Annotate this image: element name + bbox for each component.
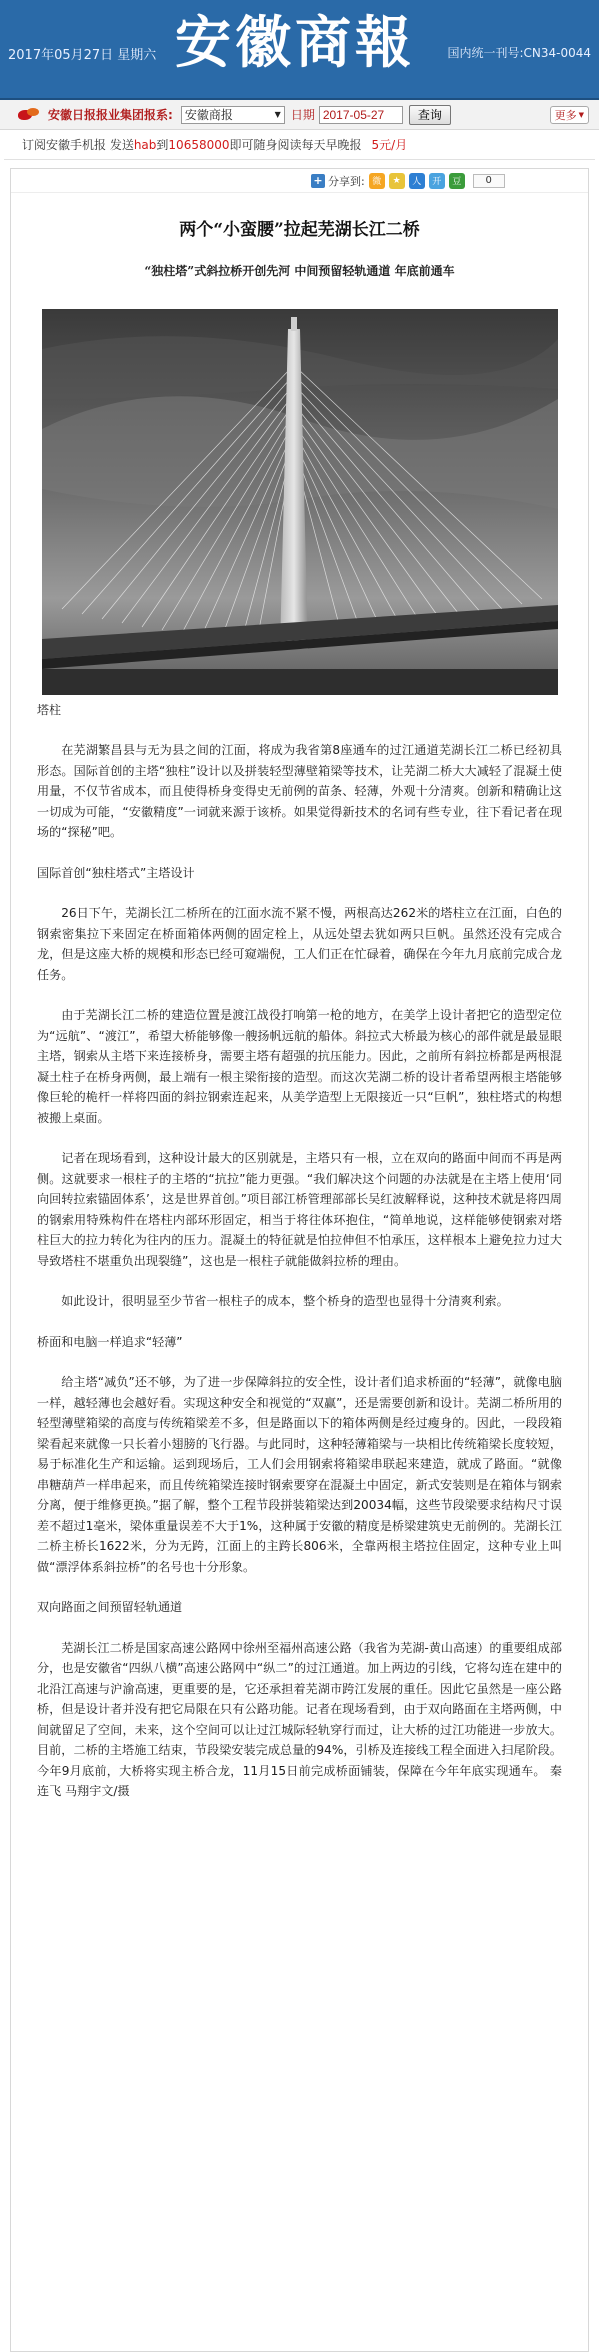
section-heading: 国际首创“独柱塔式”主塔设计 <box>37 865 195 880</box>
subscribe-keyword: hab <box>133 137 157 152</box>
chevron-down-icon: ▼ <box>274 110 281 119</box>
subscribe-text: 到 <box>156 138 169 152</box>
section-heading: 桥面和电脑一样追求“轻薄” <box>37 1334 183 1349</box>
share-bar <box>11 169 588 193</box>
date-label: 日期 <box>290 108 315 122</box>
masthead-issn: 国内统一刊号:CN34-0044 <box>447 46 591 60</box>
subscribe-price: 5元/月 <box>371 138 408 152</box>
renren-icon[interactable]: 人 <box>409 173 425 189</box>
date-input[interactable] <box>319 106 403 124</box>
share-count: 0 <box>473 174 505 188</box>
qzone-icon[interactable]: ★ <box>389 173 405 189</box>
sina-weibo-icon[interactable]: 微 <box>369 173 385 189</box>
query-button[interactable]: 查询 <box>409 105 451 125</box>
section-heading: 双向路面之间预留轻轨通道 <box>37 1600 183 1614</box>
more-label: 更多 <box>554 108 577 122</box>
douban-icon[interactable]: 豆 <box>449 173 465 189</box>
paragraph: 芜湖长江二桥是国家高速公路网中徐州至福州高速公路（我省为芜湖-黄山高速）的重要组成部分，也是安徽省“四纵八横”高速公路网中“纵二”的过江通道。加上两边的引线，它将勾连在建中的北沿江高速与沪渝高速，更重要的是，它还承担着芜湖市跨江发展的重任。因此它虽然是一座公路桥，但是设计者并没有把它局限在只有公路功能。记者在现场看到，由于双向路面在主塔两侧，中间就留足了空间，未来，这个空间可以让过江城际轻轨穿行而过，让大桥的过江功能进一步放大。目前，二桥的主塔施工结束，节段梁安装完成总量的94%，引桥及连接线工程全面进入扫尾阶段。今年9月底前，大桥将实现主桥合龙，11月15日前完成桥面铺装，保障在今年年底实现通车。 秦连飞 马翔宇文/摄 <box>37 1640 562 1798</box>
newspaper-logo[interactable]: 安徽商報 <box>175 10 415 76</box>
group-logo-icon <box>18 108 40 122</box>
subscribe-number: 10658000 <box>168 137 230 152</box>
subscribe-banner[interactable] <box>4 130 595 160</box>
article-body <box>37 740 562 1802</box>
paragraph: 在芜湖繁昌县与无为县之间的江面，将成为我省第8座通车的过江通道芜湖长江二桥已经初具形态。国际首创的主塔“独柱”设计以及拼装轻型薄壁箱梁等技术，让芜湖二桥大大减轻了混凝土使用量，不仅节省成本，而且使得桥身变得史无前例的苗条、轻薄，外观十分清爽。创新和精确让这一切成为可能，“安徽精度”一词就来源于该桥。如果觉得新技术的名词有些专业，往下看记者在现场的“探秘”吧。 <box>37 743 562 839</box>
article-title: 两个“小蛮腰”拉起芜湖长江二桥 <box>179 220 420 240</box>
article-subtitle: “独柱塔”式斜拉桥开创先河 中间预留轻轨通道 年底前通车 <box>144 264 455 278</box>
subscribe-text: 即可随身阅读每天早晚报 <box>229 138 362 152</box>
paragraph: 由于芜湖长江二桥的建造位置是渡江战役打响第一枪的地方，在美学上设计者把它的造型定位为“远航”、“渡江”，希望大桥能够像一艘扬帆远航的船体。斜拉式大桥最为核心的部件就是最显眼主塔，钢索从主塔下来连接桥身，需要主塔有超强的抗压能力。因此，之前所有斜拉桥都是两根混凝土柱子在桥身两侧，最上端有一根主梁衔接的造型。而这次芜湖二桥的设计者希望两根主塔能够像巨轮的桅杆一样将四面的斜拉钢索连起来，从美学造型上无限接近一只“巨帆”，独柱塔式的构想被搬上桌面。 <box>37 1008 562 1125</box>
paragraph: 如此设计，很明显至少节省一根柱子的成本，整个桥身的造型也显得十分清爽利索。 <box>61 1294 509 1308</box>
toolbar <box>0 100 599 130</box>
chevron-down-icon: ▼ <box>578 110 584 119</box>
masthead-date: 2017年05月27日 星期六 <box>8 48 157 63</box>
subscribe-text: 订阅安徽手机报 发送 <box>22 138 134 152</box>
paper-select-value: 安徽商报 <box>184 108 233 122</box>
paragraph: 26日下午，芜湖长江二桥所在的江面水流不紧不慢，两根高达262米的塔柱立在江面，白色的钢索密集拉下来固定在桥面箱体两侧的固定栓上，从远处望去犹如两只巨帆。虽然还没有完成合龙，但是这座大桥的规模和形态已经可窥端倪，工人们正在忙碌着，确保在今年九月底前完成合龙任务。 <box>37 906 562 982</box>
kaixin-icon[interactable]: 开 <box>429 173 445 189</box>
share-label: 分享到: <box>328 174 365 188</box>
article <box>10 168 589 2352</box>
photo-caption: 塔柱 <box>37 703 62 717</box>
masthead <box>0 0 599 100</box>
group-label: 安徽日报报业集团报系: <box>48 108 173 122</box>
article-photo <box>42 309 558 695</box>
paper-select[interactable] <box>181 106 285 124</box>
more-button[interactable] <box>550 106 589 124</box>
paragraph: 给主塔“减负”还不够，为了进一步保障斜拉的安全性，设计者们追求桥面的“轻薄”，就像电脑一样，越轻薄也会越好看。实现这种安全和视觉的“双赢”，还是需要创新和设计。芜湖二桥所用的轻型薄壁箱梁的高度与传统箱梁差不多，但是路面以下的箱体两侧是经过瘦身的。因此，一段段箱梁看起来就像一只长着小翅膀的飞行器。与此同时，这种轻薄箱梁与一块相比传统箱梁长度较短，易于标准化生产和运输。运到现场后，工人们会用钢索将箱梁串联起来建造，就成了路面。“就像串糖葫芦一样串起来，而且传统箱梁连接时钢索要穿在混凝土中固定，新式安装则是在箱体与钢索分离，便于维修更换。”据了解，整个工程节段拼装箱梁达到20034幅，这些节段梁要求结构尺寸误差不超过1毫米，梁体重量误差不大于1%，这种属于安徽的精度是桥梁建筑史无前例的。芜湖长江二桥主桥长1622米，分为无跨，江面上的主跨长806米，全靠两根主塔拉住固定，这种专业上叫做“漂浮体系斜拉桥”的名号也十分形象。 <box>37 1375 562 1574</box>
share-plus-icon[interactable]: + <box>311 174 325 188</box>
paragraph: 记者在现场看到，这种设计最大的区别就是，主塔只有一根，立在双向的路面中间而不再是两侧。这就要求一根柱子的主塔的“抗拉”能力更强。“我们解决这个问题的办法就是在主塔上使用‘同向回转拉索锚固体系’，这是世界首创。”项目部江桥管理部部长吴红波解释说，这种技术就是将四周的钢索用特殊构件在塔柱内部环形固定，相当于将往体环抱住，“简单地说，这样能够使钢索对塔柱巨大的拉力转化为往内的压力。混凝土的特征就是怕拉伸但不怕承压，这样根本上避免拉力过大导致塔柱不堪重负出现裂缝”，这也是一根柱子就能做斜拉桥的理由。 <box>37 1151 562 1268</box>
